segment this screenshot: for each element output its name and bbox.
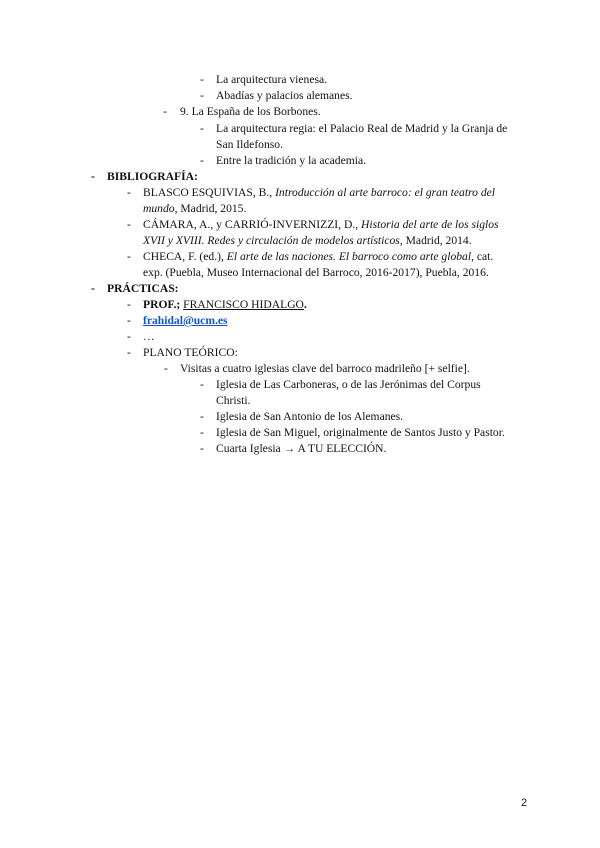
prof-end: . — [303, 298, 307, 311]
section-heading: 9. La España de los Borbones. — [180, 105, 321, 118]
entry-rest: , Madrid, 2015. — [174, 202, 247, 215]
bullet-dash: - — [163, 105, 167, 118]
bullet-dash: - — [127, 346, 131, 359]
entry-author: CÁMARA, A., y CARRIÓ-INVERNIZZI, D., — [143, 218, 362, 231]
list-item-text: Abadías y palacios alemanes. — [216, 89, 353, 102]
bullet-dash: - — [127, 250, 131, 263]
iglesia-text: Iglesia de San Antonio de los Alemanes. — [216, 410, 404, 423]
bullet-dash: - — [91, 170, 95, 183]
entry-rest: , Madrid, 2014. — [399, 234, 472, 247]
entry-rest: exp. (Puebla, Museo Internacional del Barroco, 2016-2017), Puebla, 2016. — [143, 266, 489, 279]
bullet-dash: - — [200, 154, 204, 167]
bullet-dash: - — [127, 330, 131, 343]
iglesia-text: Cuarta Iglesia → A TU ELECCIÓN. — [216, 442, 387, 455]
iglesia-text: Christi. — [216, 394, 251, 407]
bullet-dash: - — [164, 362, 168, 375]
bullet-dash: - — [200, 442, 204, 455]
bullet-dash: - — [200, 378, 204, 391]
iglesia-text: Iglesia de San Miguel, originalmente de Santos Justo y Pastor. — [216, 426, 505, 439]
bullet-dash: - — [127, 186, 131, 199]
entry-title: Introducción al arte barroco: el gran teatro del — [275, 186, 495, 199]
entry-title: El arte de las naciones. El barroco como arte global — [226, 250, 472, 263]
entry-title: Historia del arte de los siglos — [361, 218, 499, 231]
iglesia-text: Iglesia de Las Carboneras, o de las Jerónimas del Corpus — [216, 378, 481, 391]
bullet-dash: - — [200, 122, 204, 135]
list-item-text: Entre la tradición y la academia. — [216, 154, 366, 167]
entry-rest: , cat. — [471, 250, 494, 263]
bullet-dash: - — [91, 282, 95, 295]
bullet-dash: - — [200, 89, 204, 102]
practicas-heading: PRÁCTICAS: — [107, 282, 179, 295]
entry-title: XVII y XVIII. Redes y circulación de modelos artísticos — [143, 234, 400, 247]
entry-author: CHECA, F. (ed.), — [143, 250, 227, 263]
bullet-dash: - — [127, 298, 131, 311]
bullet-dash: - — [200, 426, 204, 439]
prof-label: PROF.; — [143, 298, 181, 311]
list-item-text: La arquitectura vienesa. — [216, 73, 328, 86]
bullet-dash: - — [127, 218, 131, 231]
bibliografia-heading: BIBLIOGRAFÍA: — [107, 170, 198, 183]
visitas-text: Visitas a cuatro iglesias clave del barroco madrileño [+ selfie]. — [180, 362, 470, 375]
bullet-dash: - — [200, 73, 204, 86]
prof-name: FRANCISCO HIDALGO — [183, 298, 304, 311]
bullet-dash: - — [127, 314, 131, 327]
entry-author: BLASCO ESQUIVIAS, B., — [143, 186, 276, 199]
ellipsis: … — [143, 330, 155, 343]
page-number: 2 — [521, 797, 528, 809]
list-item-text: La arquitectura regia: el Palacio Real de Madrid y la Granja de — [216, 122, 508, 135]
email-link[interactable]: frahidal@ucm.es — [143, 314, 228, 327]
list-item-text: San Ildefonso. — [216, 138, 283, 151]
plano-teorico: PLANO TEÓRICO: — [143, 346, 238, 359]
bullet-dash: - — [200, 410, 204, 423]
entry-title: mundo — [143, 202, 175, 215]
